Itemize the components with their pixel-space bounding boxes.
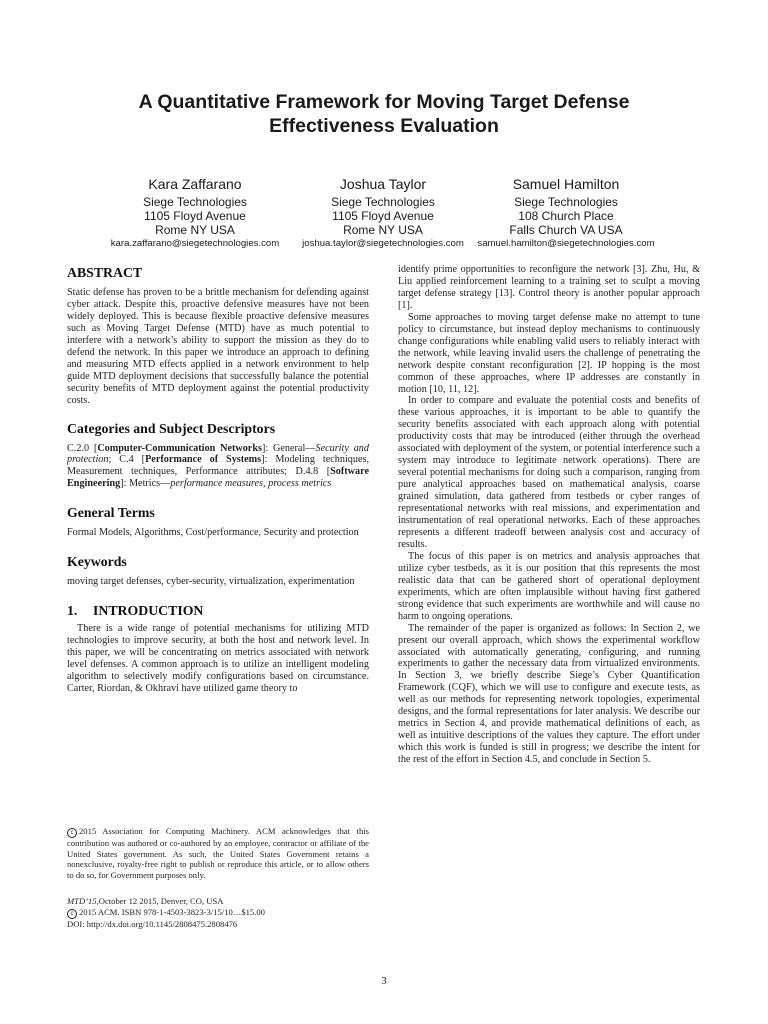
categories-segment: Computer-Communication Networks xyxy=(97,442,262,454)
author-street: 108 Church Place xyxy=(518,209,614,223)
isbn-text: 2015 ACM. ISBN 978-1-4503-3823-3/15/10…$15.00 xyxy=(79,906,265,917)
categories-segment: ; C.4 [ xyxy=(108,454,146,466)
author-email: kara.zaffarano@siegetechnologies.com xyxy=(110,238,280,249)
copyright-text: 2015 Association for Computing Machinery. ACM acknowledges that this contribution was authored or co-authored by an employee, contractor or affiliate of the United States government. As such, the United States Government retains a nonexclusive, royalty-free right to publish or reproduce this article, or to allow others to do so, for Government purposes only. xyxy=(67,826,369,881)
author-name: Kara Zaffarano xyxy=(148,176,242,192)
author-block xyxy=(95,176,295,251)
author-city: Falls Church VA USA xyxy=(509,223,623,237)
left-column xyxy=(67,264,369,695)
author-org: Siege Technologies xyxy=(514,195,618,209)
section-number: 1. xyxy=(67,603,78,619)
author-street: 1105 Floyd Avenue xyxy=(332,209,434,223)
author-city: Rome NY USA xyxy=(343,223,423,237)
title-line-1: A Quantitative Framework for Moving Target Defense xyxy=(138,91,630,113)
categories-segment: C.2.0 [ xyxy=(67,442,98,454)
categories-heading: Categories and Subject Descriptors xyxy=(67,420,276,436)
author-street: 1105 Floyd Avenue xyxy=(144,209,246,223)
paper-title xyxy=(60,90,708,138)
doi-line: DOI: http://dx.doi.org/10.1145/2808475.2808476 xyxy=(67,918,238,929)
introduction-heading xyxy=(67,602,369,619)
categories-segment: Performance of Systems xyxy=(145,454,262,466)
page-number: 3 xyxy=(381,976,387,987)
copyright-notice xyxy=(67,826,369,881)
venue-line xyxy=(67,896,369,907)
categories-segment: Software Engineering xyxy=(67,466,369,490)
author-name: Joshua Taylor xyxy=(339,176,427,192)
intro-paragraph-2: Some approaches to moving target defense make no attempt to tune policy to circumstance, but instead deploy mechanisms to continuously change configurations while enabling valid users to reliably interact with the network, while leaving invalid users the challenge of penetrating the network despite constant reconfiguration [2]. IP hopping is the most common of these approaches, where IP addresses are constantly in motion [10, 11, 12]. xyxy=(398,311,700,395)
intro-paragraph-4: The focus of this paper is on metrics and analysis approaches that utilize cyber testbeds, as it is our position that this represents the most realistic data that can be gathered short of operational deployment experiments, which are often implausible without having first gathered strong evidence that such experiments are worthwhile and will cause no harm to ongoing operations. xyxy=(398,550,700,622)
categories-segment: ]: Metrics— xyxy=(120,478,171,490)
copyright-icon: c xyxy=(67,828,77,838)
venue-name: MTD’15, xyxy=(67,896,99,906)
keywords-text: moving target defenses, cyber-security, virtualization, experimentation xyxy=(67,576,355,588)
keywords-heading: Keywords xyxy=(67,554,127,570)
intro-paragraph-1-continued: identify prime opportunities to reconfigure the network [3]. Zhu, Hu, & Liu applied reinforcement learning to a training set to sculpt a moving target defense strategy [13]. Control theory is another popular approach [1]. xyxy=(398,264,700,311)
intro-paragraph-3: In order to compare and evaluate the potential costs and benefits of these various approaches, it is important to be able to quantify the security benefits associated with each approach along with potential productivity costs that may be introduced (either through the overhead associated with deployment of the system, or potential interference such a system may introduce to legitimate network operations). There are several potential mechanisms for doing such a comparison, ranging from pure analytical approaches based on mathematical analysis, coarse grained simulation, data gathered from testbeds or cyber ranges of representational networks with real missions, and experimentation and instrumentation of real operational networks. Each of these approaches represents a different tradeoff between analysis cost and accuracy of results. xyxy=(398,395,700,550)
author-block xyxy=(466,176,666,251)
categories-segment: ]: Modeling techniques, Measurement techniques, Performance attributes; D.4.8 [ xyxy=(67,454,370,478)
venue-date: October 12 2015, Denver, CO, USA xyxy=(98,896,224,906)
intro-paragraph-1: There is a wide range of potential mechanisms for utilizing MTD technologies to improve security, at both the host and network level. In this paper, we will be concentrating on metrics associated with network level defenses. A common approach is to utilize an intelligent modeling algorithm to selectively modify configurations based on circumstance. Carter, Riordan, & Okhravi have utilized game theory to xyxy=(67,623,369,695)
intro-paragraph-5: The remainder of the paper is organized as follows: In Section 2, we present our overall approach, which shows the experimental workflow associated with automatically generating, configuring, and running experiments to gather the necessary data from virtualized environments. In Section 3, we briefly describe Siege’s Cyber Quantification Framework (CQF), which we will use to configure and execute tests, as well as our methods for representing network topologies, experimental designs, and the formal representations for later analysis. We describe our metrics in Section 4, and provide mathematical definitions of each, as well as intuitive descriptions of the values they capture. The effort under which this work is funded is still in progress; we describe the intent for the rest of the effort in Section 4.5, and conclude in Section 5. xyxy=(398,622,700,766)
publication-info xyxy=(67,896,369,929)
author-city: Rome NY USA xyxy=(155,223,235,237)
categories-segment: ]: General— xyxy=(261,442,316,454)
general-terms-heading: General Terms xyxy=(67,505,155,521)
author-org: Siege Technologies xyxy=(331,195,435,209)
categories-text xyxy=(67,443,369,491)
author-email: samuel.hamilton@siegetechnologies.com xyxy=(477,238,655,249)
categories-segment: Security and protection xyxy=(67,442,369,466)
author-org: Siege Technologies xyxy=(143,195,247,209)
author-email: joshua.taylor@siegetechnologies.com xyxy=(302,238,464,249)
copyright-icon: c xyxy=(67,909,77,919)
author-block xyxy=(283,176,483,251)
abstract-heading: ABSTRACT xyxy=(67,265,143,280)
section-title: INTRODUCTION xyxy=(93,603,204,619)
right-column xyxy=(398,264,700,766)
general-terms-text: Formal Models, Algorithms, Cost/performance, Security and protection xyxy=(67,527,359,539)
abstract-text: Static defense has proven to be a brittle mechanism for defending against cyber attack. Despite this, proactive defensive measures have not been widely deployed. This is because flexible proactive defensive measures such as Moving Target Defense (MTD) have as much potential to interfere with a network’s ability to support the mission as they do to defend the network. In this paper we introduce an approach to defining and measuring MTD effects applied in a network environment to help guide MTD deployment decisions that successfully balance the potential security benefits of MTD deployment against the potential productivity costs. xyxy=(67,287,369,406)
isbn-line xyxy=(67,907,369,919)
categories-segment: performance measures, process metrics xyxy=(170,478,332,490)
title-line-2: Effectiveness Evaluation xyxy=(269,115,499,137)
author-name: Samuel Hamilton xyxy=(512,176,620,192)
